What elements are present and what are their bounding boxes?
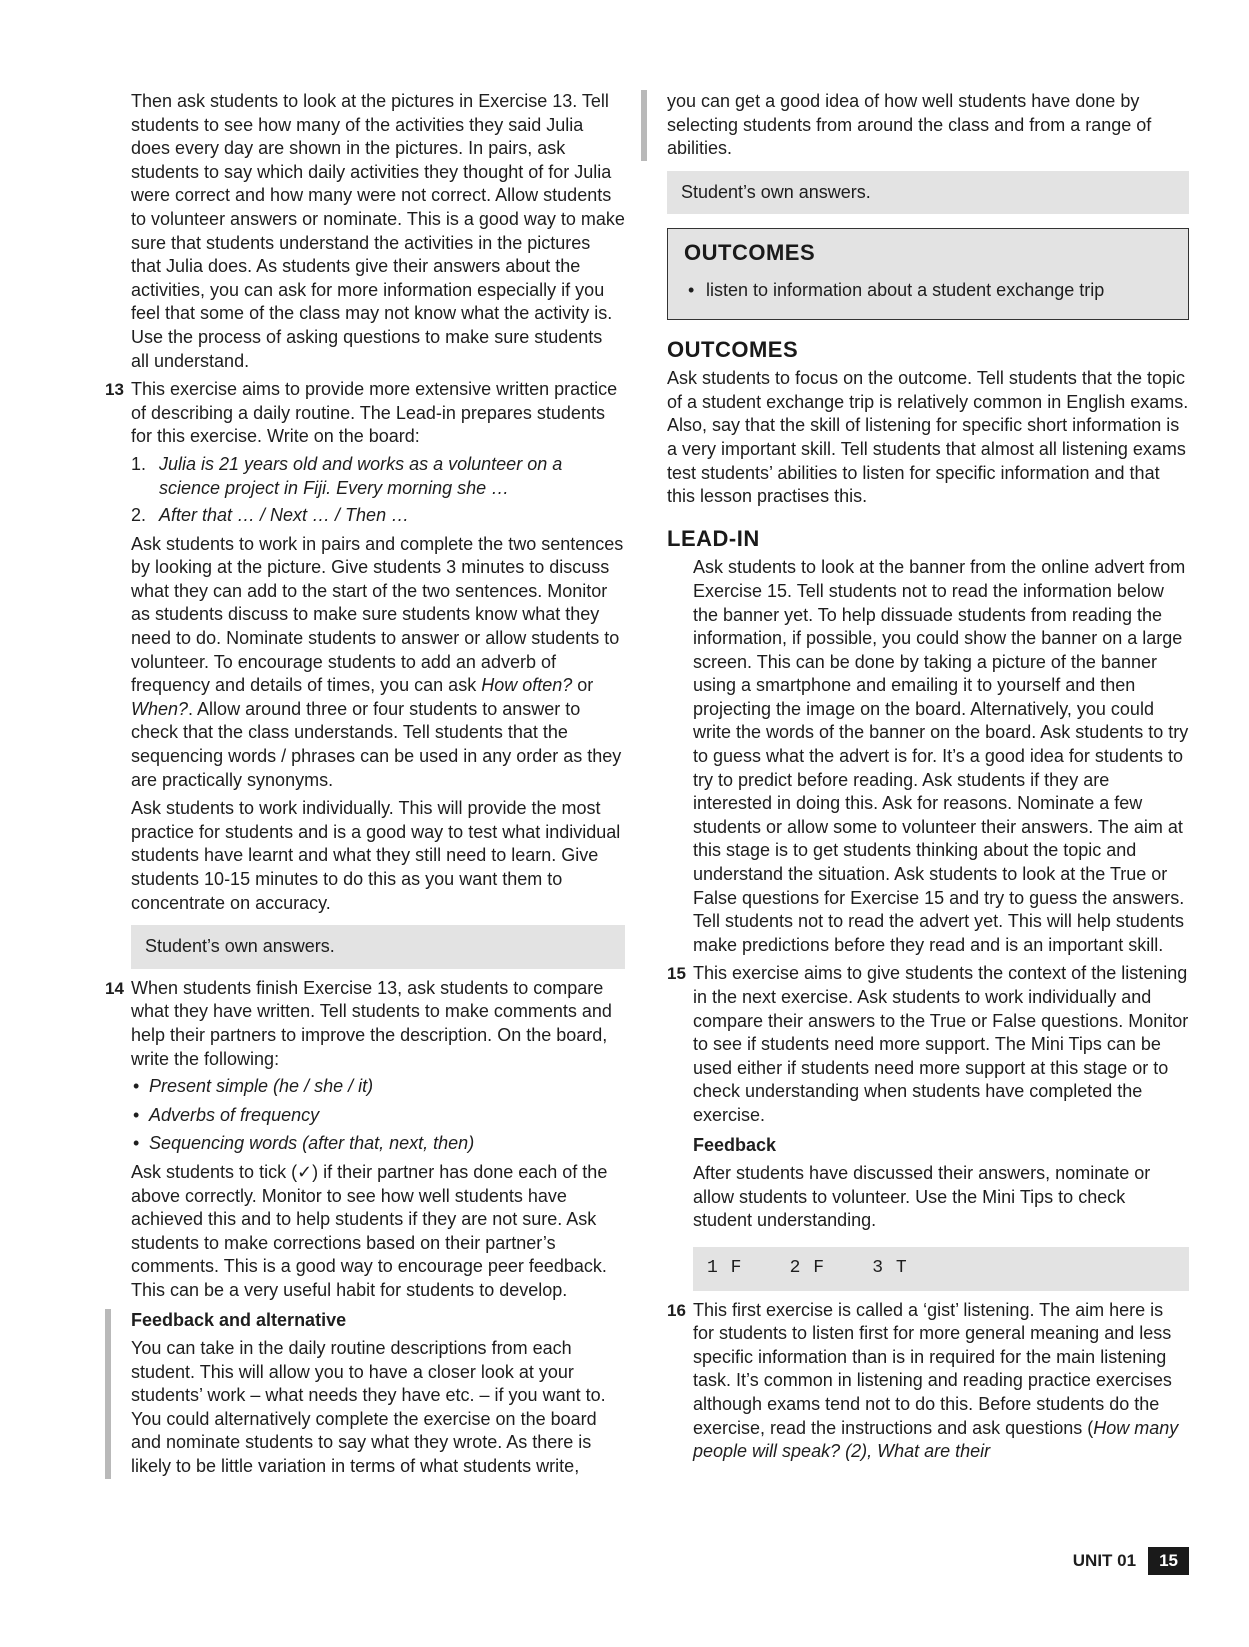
list-item: • Adverbs of frequency	[133, 1104, 320, 1125]
exercise-16-text: This first exercise is called a ‘gist’ listening. The aim here is for students to listen first for more general meaning and less specific information than is in required for the main listening task. It’s common in listening and reading practice exercises although exams tend not to do this. Before students do the exercise, read the instructions and ask questions (How many people will speak? (2), What are their	[693, 1299, 1179, 1462]
page-number: 15	[1148, 1547, 1189, 1575]
outcomes-box	[667, 228, 1189, 319]
exercise-13-paragraph-2: Ask students to work in pairs and complete the two sentences by looking at the picture. Give students 3 minutes to discuss what they can add to the start of the two sentences. Monitor as students discuss to make sure students know what they need to do. Nominate students to answer or allow students to volunteer. To encourage students to add an adverb of frequency and details of times, you can ask How often? or When?. Allow around three or four students to answer to check that the class understands. Tell students that the sequencing words / phrases can be used in any order as they are practically synonyms.	[131, 533, 624, 790]
exercise-15-text: This exercise aims to give students the context of the listening in the next exercise. Ask students to work individually and compare their answers to the True or False questions. Monitor to see if students need more support. The Mini Tips can be used either if students need more support at this stage or to check understanding when students have completed the exercise.	[693, 963, 1189, 1125]
lead-in-text: Ask students to look at the banner from the online advert from Exercise 15. Tell students not to read the information below the banner yet. To help dissuade students from reading the information, if possible, you could show the banner on a large screen. This can be done by taking a picture of the banner using a smartphone and emailing it to yourself and then projecting the image on the board. Alternatively, you could write the words of the banner on the board. Ask students to try to guess what the advert is for. It’s a good idea for students to try to predict before reading. Ask students if they are interested in doing this. Ask for reasons. Nominate a few students or allow some to volunteer their answers. The aim at this stage is to get students thinking about the topic and understand the situation. Ask students to look at the True or False questions for Exercise 15 and try to guess the answers. Tell students not to read the advert yet. This will help students make predictions before they read and is an important skill.	[693, 557, 1189, 955]
feedback-text: After students have discussed their answers, nominate or allow students to volunteer. Use the Mini Tips to check student understanding.	[693, 1163, 1151, 1231]
exercise-number: 14	[105, 978, 124, 998]
outcomes-text: Ask students to focus on the outcome. Tell students that the topic of a student exchange trip is relatively common in English exams. Also, say that the skill of listening for specific short information is a very important skill. Tell students that almost all listening exams test students’ abilities to listen for specific information and that this lesson practises this.	[667, 368, 1189, 507]
answer-box: 1 F 2 F 3 T	[693, 1247, 1189, 1291]
exercise-13-paragraph-3: Ask students to work individually. This will provide the most practice for students and is a good way to test what individual students have learnt and what they still need to learn. Give students 10-15 minutes to do this as you want them to concentrate on accuracy.	[131, 798, 621, 913]
exercise-number: 16	[667, 1300, 686, 1320]
exercise-14	[105, 977, 625, 1071]
page-footer	[1073, 1547, 1189, 1575]
feedback-heading: Feedback	[693, 1134, 777, 1155]
unit-label: UNIT 01	[1072, 1551, 1137, 1570]
answer-box: Student’s own answers.	[667, 171, 1189, 215]
continued-text-block	[641, 90, 1189, 161]
exercise-13	[105, 378, 625, 449]
outcomes-box-title: OUTCOMES	[684, 240, 816, 266]
feedback-alternative-section	[105, 1309, 625, 1479]
exercise-14-paragraph-2: Ask students to tick (✓) if their partner has done each of the above correctly. Monitor to see how well students have achieved this and to help students if they are not sure. Ask students to make corrections based on their partner’s comments. This is a good way to encourage peer feedback. This can be a very useful habit for students to develop.	[131, 1161, 608, 1300]
exercise-number: 13	[105, 380, 124, 400]
answer-box: Student’s own answers.	[131, 925, 625, 969]
left-column	[105, 90, 625, 1479]
list-item: • Present simple (he / she / it)	[133, 1076, 374, 1097]
exercise-14-text: When students finish Exercise 13, ask students to compare what they have written. Tell students to make comments and help their partners to improve the description. On the board, write the following:	[131, 977, 612, 1069]
outcomes-box-item: • listen to information about a student exchange trip	[688, 279, 1105, 300]
exercise-15	[667, 962, 1189, 1127]
continued-text: you can get a good idea of how well students have done by selecting students from around the class and from a range of abilities.	[667, 91, 1152, 159]
intro-paragraph: Then ask students to look at the pictures in Exercise 13. Tell students to see how many of the activities they said Julia does every day are shown in the pictures. In pairs, ask students to say which daily activities they thought of for Julia were correct and how many were not correct. Allow students to volunteer answers or nominate. This is a good way to make sure that students understand the activities in the pictures that Julia does. As students give their answers about the activities, you can ask for more information especially if you feel that some of the class may not know what the activity is. Use the process of asking questions to make sure students all understand.	[131, 91, 625, 371]
exercise-16	[667, 1299, 1189, 1464]
right-column	[667, 90, 1189, 1464]
exercise-13-text: This exercise aims to provide more extensive written practice of describing a daily routine. The Lead-in prepares students for this exercise. Write on the board:	[131, 379, 618, 447]
lead-in-heading: LEAD-IN	[667, 525, 760, 551]
list-item: • Sequencing words (after that, next, then)	[133, 1133, 475, 1154]
feedback-alternative-text: You can take in the daily routine descriptions from each student. This will allow you to have a closer look at your students’ work – what needs they have etc. – if you want to. You could alternatively complete the exercise on the board and nominate students to say what they wrote. As there is likely to be little variation in terms of what students write,	[131, 1338, 606, 1477]
exercise-number: 15	[667, 964, 686, 984]
exercise-13-board-list	[131, 453, 625, 528]
exercise-14-board-list	[131, 1075, 625, 1156]
list-item: 1. Julia is 21 years old and works as a volunteer on a science project in Fiji. Every morning she …	[131, 453, 563, 498]
outcomes-heading: OUTCOMES	[667, 336, 799, 362]
feedback-alternative-heading: Feedback and alternative	[131, 1309, 347, 1330]
list-item: 2. After that … / Next … / Then …	[131, 505, 410, 526]
